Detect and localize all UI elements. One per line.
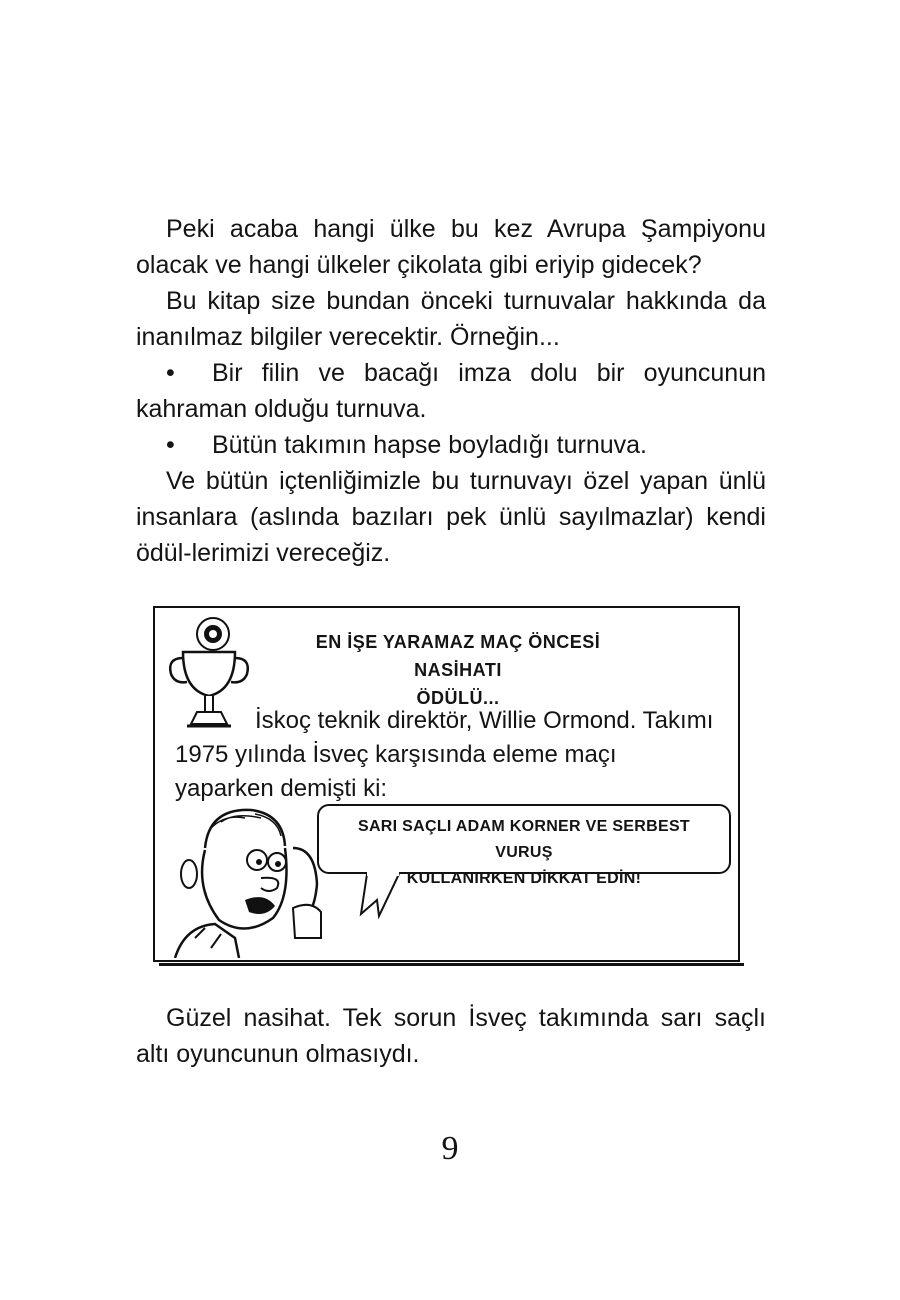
bullet-dot: • [166, 431, 175, 459]
coach-illustration [165, 788, 325, 958]
bullet-text: Bir filin ve bacağı imza dolu bir oyuncunun kahraman olduğu turnuva. [136, 359, 766, 423]
intro-text [136, 211, 766, 571]
paragraph: Güzel nasihat. Tek sorun İsveç takımında sarı saçlı altı oyuncunun olmasıydı. [136, 1004, 766, 1068]
bullet-item [136, 355, 766, 427]
award-title-line: ÖDÜLÜ... [416, 688, 500, 708]
award-box [153, 606, 740, 962]
speech-line: SARI SAÇLI ADAM KORNER VE SERBEST VURUŞ [357, 818, 690, 861]
award-title-line: EN İŞE YARAMAZ MAÇ ÖNCESİ NASİHATI [315, 632, 601, 680]
bullet-item [136, 427, 766, 463]
award-title [293, 628, 623, 712]
paragraph: Ve bütün içtenliğimizle bu turnuvayı özel yapan ünlü insanlara (aslında bazıları pek ünlü sayılmazlar) kendi ödül-lerimizi vereceğiz. [136, 467, 766, 567]
outro-text [136, 1000, 766, 1072]
speech-line: KULLANIRKEN DİKKAT EDİN! [406, 870, 642, 887]
page-number: 9 [441, 1130, 459, 1167]
paragraph: Peki acaba hangi ülke bu kez Avrupa Şampiyonu olacak ve hangi ülkeler çikolata gibi eriyip gidecek? [136, 215, 766, 279]
speech-bubble-tail [355, 864, 435, 924]
bullet-dot: • [166, 359, 175, 387]
bullet-text: Bütün takımın hapse boyladığı turnuva. [212, 431, 647, 459]
paragraph: Bu kitap size bundan önceki turnuvalar hakkında da inanılmaz bilgiler verecektir. Örneğin... [136, 287, 766, 351]
award-body-text: İskoç teknik direktör, Willie Ormond. Takımı 1975 yılında İsveç karşısında eleme maçı yaparken demişti ki: [175, 707, 714, 802]
